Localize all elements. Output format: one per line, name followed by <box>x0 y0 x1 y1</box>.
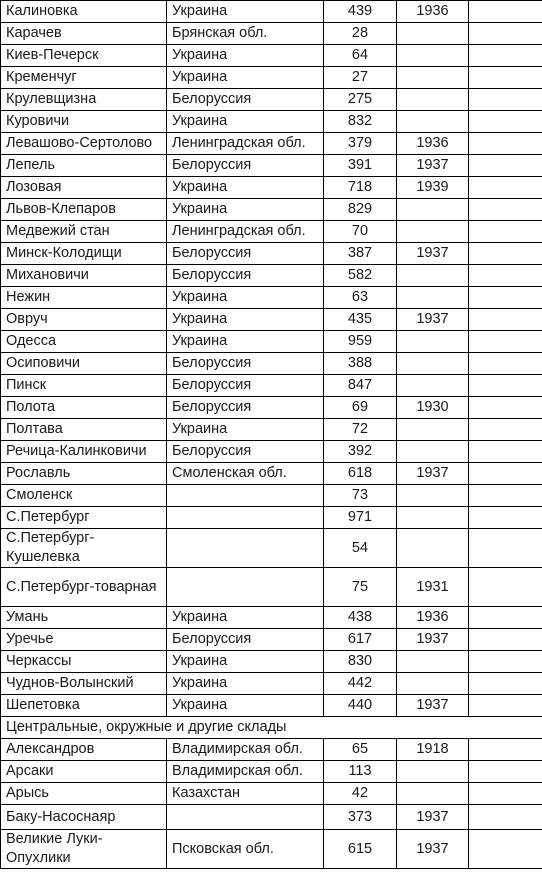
table-row <box>1 353 542 375</box>
number-cell: 435 <box>324 309 397 331</box>
number-cell: 832 <box>324 111 397 133</box>
year-cell <box>397 419 469 441</box>
number-cell: 64 <box>324 45 397 67</box>
table-row <box>1 89 542 111</box>
number-cell: 63 <box>324 287 397 309</box>
table-row <box>1 331 542 353</box>
table-row <box>1 629 542 651</box>
empty-cell <box>469 133 542 155</box>
number-cell: 392 <box>324 441 397 463</box>
number-cell: 113 <box>324 761 397 783</box>
table-row <box>1 23 542 45</box>
region-cell: Украина <box>167 331 324 353</box>
region-cell: Ленинградская обл. <box>167 133 324 155</box>
empty-cell <box>469 111 542 133</box>
year-cell: 1937 <box>397 155 469 177</box>
year-cell <box>397 651 469 673</box>
depot-name-cell: Чуднов-Волынский <box>1 673 167 695</box>
number-cell: 615 <box>324 830 397 869</box>
depot-name-cell: Арысь <box>1 783 167 805</box>
number-cell: 70 <box>324 221 397 243</box>
table-row <box>1 761 542 783</box>
region-cell: Белоруссия <box>167 89 324 111</box>
empty-cell <box>469 419 542 441</box>
number-cell: 440 <box>324 695 397 717</box>
number-cell: 72 <box>324 419 397 441</box>
region-cell: Украина <box>167 309 324 331</box>
year-cell <box>397 45 469 67</box>
number-cell: 829 <box>324 199 397 221</box>
table-row <box>1 529 542 568</box>
empty-cell <box>469 761 542 783</box>
empty-cell <box>469 177 542 199</box>
table-row <box>1 45 542 67</box>
table-row <box>1 568 542 607</box>
region-cell: Белоруссия <box>167 397 324 419</box>
depot-name-cell: Великие Луки-Опухлики <box>1 830 167 869</box>
empty-cell <box>469 23 542 45</box>
number-cell: 847 <box>324 375 397 397</box>
depot-name-cell: Уречье <box>1 629 167 651</box>
number-cell: 42 <box>324 783 397 805</box>
depot-name-cell: Карачев <box>1 23 167 45</box>
year-cell: 1937 <box>397 805 469 830</box>
number-cell: 959 <box>324 331 397 353</box>
year-cell <box>397 673 469 695</box>
depot-name-cell: Крулевщизна <box>1 89 167 111</box>
region-cell: Украина <box>167 651 324 673</box>
table-row <box>1 805 542 830</box>
empty-cell <box>469 353 542 375</box>
region-cell: Ленинградская обл. <box>167 221 324 243</box>
empty-cell <box>469 331 542 353</box>
year-cell <box>397 331 469 353</box>
number-cell: 391 <box>324 155 397 177</box>
region-cell <box>167 529 324 568</box>
depot-name-cell: Лепель <box>1 155 167 177</box>
region-cell: Украина <box>167 45 324 67</box>
empty-cell <box>469 485 542 507</box>
empty-cell <box>469 1 542 23</box>
table-row <box>1 673 542 695</box>
region-cell: Украина <box>167 67 324 89</box>
table-row <box>1 375 542 397</box>
year-cell <box>397 353 469 375</box>
empty-cell <box>469 830 542 869</box>
depot-name-cell: С.Петербург-товарная <box>1 568 167 607</box>
empty-cell <box>469 199 542 221</box>
table-row <box>1 783 542 805</box>
table-row <box>1 830 542 869</box>
region-cell <box>167 568 324 607</box>
empty-cell <box>469 805 542 830</box>
depot-name-cell: Смоленск <box>1 485 167 507</box>
table-row <box>1 177 542 199</box>
table-row <box>1 265 542 287</box>
number-cell: 28 <box>324 23 397 45</box>
table-row <box>1 133 542 155</box>
table-row <box>1 485 542 507</box>
depot-name-cell: Киев-Печерск <box>1 45 167 67</box>
year-cell <box>397 111 469 133</box>
year-cell: 1930 <box>397 397 469 419</box>
region-cell: Белоруссия <box>167 441 324 463</box>
year-cell: 1936 <box>397 607 469 629</box>
depot-name-cell: С.Петербург <box>1 507 167 529</box>
region-cell: Смоленская обл. <box>167 463 324 485</box>
number-cell: 582 <box>324 265 397 287</box>
table-row <box>1 651 542 673</box>
depot-name-cell: Арсаки <box>1 761 167 783</box>
depot-table-body <box>1 1 542 869</box>
depot-name-cell: Калиновка <box>1 1 167 23</box>
depot-name-cell: Куровичи <box>1 111 167 133</box>
year-cell: 1936 <box>397 1 469 23</box>
depot-name-cell: Минск-Колодищи <box>1 243 167 265</box>
region-cell: Украина <box>167 199 324 221</box>
number-cell: 830 <box>324 651 397 673</box>
table-row <box>1 463 542 485</box>
number-cell: 439 <box>324 1 397 23</box>
year-cell <box>397 89 469 111</box>
number-cell: 442 <box>324 673 397 695</box>
table-row <box>1 397 542 419</box>
year-cell: 1936 <box>397 133 469 155</box>
year-cell <box>397 67 469 89</box>
number-cell: 73 <box>324 485 397 507</box>
number-cell: 69 <box>324 397 397 419</box>
number-cell: 275 <box>324 89 397 111</box>
depot-name-cell: Одесса <box>1 331 167 353</box>
table-row <box>1 155 542 177</box>
year-cell: 1918 <box>397 739 469 761</box>
number-cell: 617 <box>324 629 397 651</box>
depot-name-cell: Александров <box>1 739 167 761</box>
table-row <box>1 309 542 331</box>
region-cell: Украина <box>167 607 324 629</box>
depot-name-cell: Львов-Клепаров <box>1 199 167 221</box>
year-cell <box>397 529 469 568</box>
region-cell: Украина <box>167 287 324 309</box>
number-cell: 75 <box>324 568 397 607</box>
empty-cell <box>469 507 542 529</box>
year-cell <box>397 221 469 243</box>
region-cell <box>167 805 324 830</box>
year-cell: 1937 <box>397 629 469 651</box>
empty-cell <box>469 287 542 309</box>
empty-cell <box>469 155 542 177</box>
empty-cell <box>469 695 542 717</box>
empty-cell <box>469 309 542 331</box>
number-cell: 373 <box>324 805 397 830</box>
empty-cell <box>469 243 542 265</box>
number-cell: 27 <box>324 67 397 89</box>
number-cell: 438 <box>324 607 397 629</box>
empty-cell <box>469 607 542 629</box>
number-cell: 618 <box>324 463 397 485</box>
year-cell: 1937 <box>397 243 469 265</box>
number-cell: 54 <box>324 529 397 568</box>
region-cell: Украина <box>167 1 324 23</box>
empty-cell <box>469 739 542 761</box>
empty-cell <box>469 783 542 805</box>
depot-name-cell: Шепетовка <box>1 695 167 717</box>
table-row <box>1 221 542 243</box>
table-row <box>1 507 542 529</box>
empty-cell <box>469 265 542 287</box>
table-row <box>1 441 542 463</box>
region-cell: Белоруссия <box>167 265 324 287</box>
table-row <box>1 67 542 89</box>
depot-name-cell: Левашово-Сертолово <box>1 133 167 155</box>
empty-cell <box>469 45 542 67</box>
region-cell: Владимирская обл. <box>167 761 324 783</box>
empty-cell <box>469 67 542 89</box>
year-cell <box>397 375 469 397</box>
table-row <box>1 607 542 629</box>
depot-name-cell: Осиповичи <box>1 353 167 375</box>
year-cell <box>397 265 469 287</box>
depot-name-cell: Лозовая <box>1 177 167 199</box>
empty-cell <box>469 529 542 568</box>
depot-name-cell: Полота <box>1 397 167 419</box>
region-cell: Украина <box>167 695 324 717</box>
table-row <box>1 111 542 133</box>
region-cell: Белоруссия <box>167 353 324 375</box>
region-cell: Брянская обл. <box>167 23 324 45</box>
section-row <box>1 717 542 739</box>
depot-name-cell: С.Петербург-Кушелевка <box>1 529 167 568</box>
table-row <box>1 739 542 761</box>
empty-cell <box>469 375 542 397</box>
depot-name-cell: Баку-Насоснаяр <box>1 805 167 830</box>
region-cell: Белоруссия <box>167 375 324 397</box>
table-row <box>1 695 542 717</box>
year-cell <box>397 199 469 221</box>
year-cell <box>397 485 469 507</box>
number-cell: 388 <box>324 353 397 375</box>
number-cell: 387 <box>324 243 397 265</box>
table-row <box>1 1 542 23</box>
region-cell: Белоруссия <box>167 629 324 651</box>
region-cell <box>167 507 324 529</box>
depot-name-cell: Михановичи <box>1 265 167 287</box>
depot-name-cell: Полтава <box>1 419 167 441</box>
depot-name-cell: Нежин <box>1 287 167 309</box>
year-cell: 1939 <box>397 177 469 199</box>
region-cell: Украина <box>167 111 324 133</box>
region-cell: Псковская обл. <box>167 830 324 869</box>
depot-name-cell: Овруч <box>1 309 167 331</box>
empty-cell <box>469 651 542 673</box>
number-cell: 971 <box>324 507 397 529</box>
table-row <box>1 243 542 265</box>
region-cell: Украина <box>167 673 324 695</box>
region-cell: Украина <box>167 419 324 441</box>
region-cell: Владимирская обл. <box>167 739 324 761</box>
year-cell: 1937 <box>397 830 469 869</box>
region-cell: Украина <box>167 177 324 199</box>
year-cell <box>397 783 469 805</box>
number-cell: 379 <box>324 133 397 155</box>
depot-name-cell: Медвежий стан <box>1 221 167 243</box>
depot-name-cell: Кременчуг <box>1 67 167 89</box>
year-cell <box>397 287 469 309</box>
empty-cell <box>469 221 542 243</box>
depot-name-cell: Черкассы <box>1 651 167 673</box>
table-row <box>1 199 542 221</box>
year-cell <box>397 507 469 529</box>
depot-name-cell: Пинск <box>1 375 167 397</box>
section-label: Центральные, окружные и другие склады <box>1 717 542 739</box>
year-cell <box>397 23 469 45</box>
region-cell: Белоруссия <box>167 155 324 177</box>
empty-cell <box>469 441 542 463</box>
region-cell: Казахстан <box>167 783 324 805</box>
year-cell: 1937 <box>397 309 469 331</box>
empty-cell <box>469 463 542 485</box>
region-cell <box>167 485 324 507</box>
table-row <box>1 419 542 441</box>
depot-name-cell: Умань <box>1 607 167 629</box>
empty-cell <box>469 89 542 111</box>
region-cell: Белоруссия <box>167 243 324 265</box>
empty-cell <box>469 397 542 419</box>
number-cell: 65 <box>324 739 397 761</box>
number-cell: 718 <box>324 177 397 199</box>
empty-cell <box>469 673 542 695</box>
depot-name-cell: Речица-Калинковичи <box>1 441 167 463</box>
table-row <box>1 287 542 309</box>
empty-cell <box>469 629 542 651</box>
year-cell: 1931 <box>397 568 469 607</box>
year-cell: 1937 <box>397 695 469 717</box>
year-cell <box>397 761 469 783</box>
empty-cell <box>469 568 542 607</box>
depot-name-cell: Рославль <box>1 463 167 485</box>
year-cell <box>397 441 469 463</box>
year-cell: 1937 <box>397 463 469 485</box>
